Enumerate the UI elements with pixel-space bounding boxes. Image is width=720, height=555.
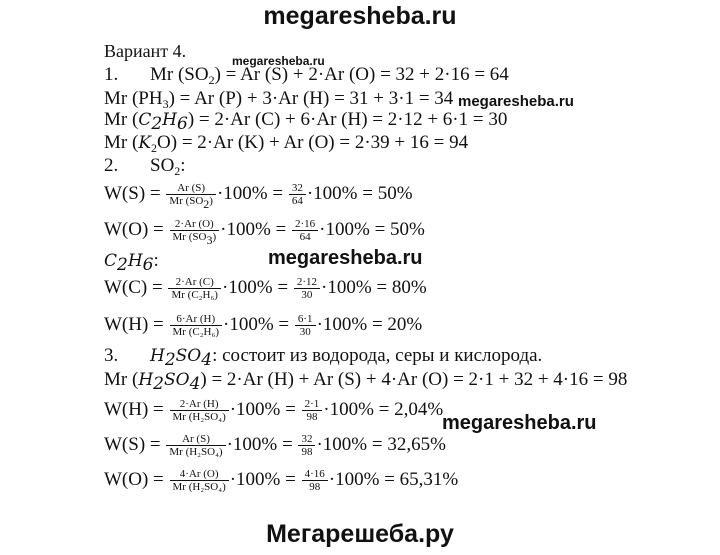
variant-heading: Вариант 4.	[104, 41, 187, 61]
task2-c2h6-label: $C_2H_6$:	[104, 250, 159, 275]
watermark-bottom: Мегарешеба.ру	[266, 520, 454, 548]
task1-so2: 1. Mr $(SO_2) = Ar$ (S) + 2·Ar (O) = 32 + 2·16 = 64	[104, 64, 509, 87]
watermark-top: megaresheba.ru	[263, 2, 457, 30]
fraction: $\frac{2\cdot Ar (O)}{Mr (SO_3)}$	[170, 218, 220, 243]
task1-ph3: Mr $(PH_3) = Ar$ (P) + 3·Ar (H) = 31 + 3·1 = 34	[104, 88, 454, 111]
fraction: $\frac{Ar (S)}{\text{Mr (H₂SO₄)}}$	[166, 433, 225, 458]
task3-wo: W(O) = $\frac{4\cdot Ar (O)}{\text{Mr (H₂SO₄)}}$ ·100% = $\frac{4\cdot 16}{98}$ ·100% = 65,31%	[104, 468, 459, 493]
task1-c2h6: Mr $(C_2H_6) = 2\cdot Ar$ (C) + 6·Ar (H) = 2·12 + 6·1 = 30	[104, 109, 508, 134]
fraction: $\frac{32}{98}$	[298, 433, 315, 458]
fraction: $\frac{4\cdot 16}{98}$	[302, 468, 328, 493]
fraction: $\frac{4\cdot Ar (O)}{\text{Mr (H₂SO₄)}}$	[170, 468, 229, 493]
task1-k2o: Mr $(K_2O) = 2\cdot Ar$ (K) + Ar (O) = 2·39 + 16 = 94	[104, 132, 469, 155]
task3-wh: W(H) = $\frac{2\cdot Ar (H)}{\text{Mr (H₂SO₄)}}$ ·100% = $\frac{2\cdot 1}{98}$ ·100% = 2,04%	[104, 398, 444, 423]
task2-label: 2. $SO_2$:	[104, 155, 186, 178]
fraction: $\frac{2\cdot Ar (C)}{\text{Mr (C₂H₆)}}$	[168, 276, 220, 301]
task3-ws: W(S) = $\frac{Ar (S)}{\text{Mr (H₂SO₄)}}$ ·100% = $\frac{32}{98}$ ·100% = 32,65%	[104, 433, 446, 458]
fraction: $\frac{Ar (S)}{Mr (SO_2)}$	[166, 182, 216, 207]
task3-mr: Mr $(H_2SO_4) = 2\cdot Ar$ (H) + Ar (S) + 4·Ar (O) = 2·1 + 32 + 4·16 = 98	[104, 369, 628, 394]
watermark-small: megaresheba.ru	[232, 54, 325, 68]
fraction: $\frac{2\cdot 1}{98}$	[302, 398, 323, 423]
watermark-side-2: megaresheba.ru	[442, 412, 597, 434]
fraction: $\frac{2\cdot Ar (H)}{\text{Mr (H₂SO₄)}}$	[170, 398, 229, 423]
fraction: $\frac{32}{64}$	[289, 182, 306, 207]
fraction: $\frac{2\cdot 16}{64}$	[292, 218, 318, 243]
fraction: $\frac{6\cdot Ar (H)}{\text{Mr (C₂H₆)}}$	[170, 313, 222, 338]
watermark-side-1: megaresheba.ru	[458, 93, 574, 110]
task2-wh: W(H) = $\frac{6\cdot Ar (H)}{\text{Mr (C₂H₆)}}$ ·100% = $\frac{6\cdot 1}{30}$ ·100% = 20%	[104, 313, 423, 338]
task3-intro: 3. $H_2SO_4$: состоит из водорода, серы и кислорода.	[104, 345, 543, 370]
fraction: $\frac{2\cdot 12}{30}$	[294, 276, 320, 301]
watermark-middle: megaresheba.ru	[268, 247, 423, 269]
task2-wo: W(O) = $\frac{2\cdot Ar (O)}{Mr (SO_3)}$ ·100% = $\frac{2\cdot 16}{64}$ ·100% = 50%	[104, 218, 425, 247]
fraction: $\frac{6\cdot 1}{30}$	[295, 313, 316, 338]
task2-wc: W(C) = $\frac{2\cdot Ar (C)}{\text{Mr (C₂H₆)}}$ ·100% = $\frac{2\cdot 12}{30}$ ·100% = 80%	[104, 276, 427, 301]
task2-ws: W(S) = $\frac{Ar (S)}{Mr (SO_2)}$ ·100% = $\frac{32}{64}$ ·100% = 50%	[104, 182, 413, 211]
